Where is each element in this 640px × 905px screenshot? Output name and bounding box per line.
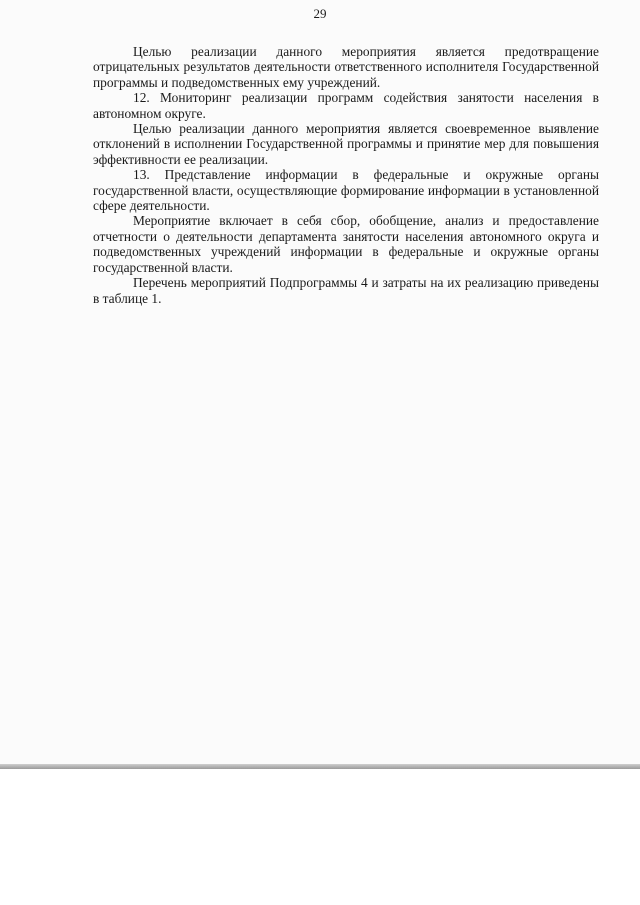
paragraph-goal-monitoring: Целью реализации данного мероприятия является своевременное выявление отклонений в исполнении Государственной программы и принятие мер для повышения эффективности ее реализации. <box>93 121 599 167</box>
paragraph-item-13-heading: 13. Представление информации в федеральные и окружные органы государственной власти, осуществляющие формирование информации в установленной сфере деятельности. <box>93 167 599 214</box>
blank-area <box>0 769 640 905</box>
document-body <box>93 44 599 306</box>
page-number: 29 <box>313 6 327 21</box>
paragraph-goal-prevention: Целью реализации данного мероприятия является предотвращение отрицательных результатов деятельности ответственного исполнителя Государственной программы и подведомственных ему учреждений. <box>93 44 599 90</box>
paragraph-activity-description: Мероприятие включает в себя сбор, обобщение, анализ и предоставление отчетности о деятельности департамента занятости населения автономного округа и подведомственных учреждений информации в федеральные и окружные органы государственной власти. <box>93 213 599 275</box>
paragraph-table-reference: Перечень мероприятий Подпрограммы 4 и затраты на их реализацию приведены в таблице 1. <box>93 275 599 306</box>
paragraph-item-12-heading: 12. Мониторинг реализации программ содействия занятости населения в автономном округе. <box>93 90 599 121</box>
